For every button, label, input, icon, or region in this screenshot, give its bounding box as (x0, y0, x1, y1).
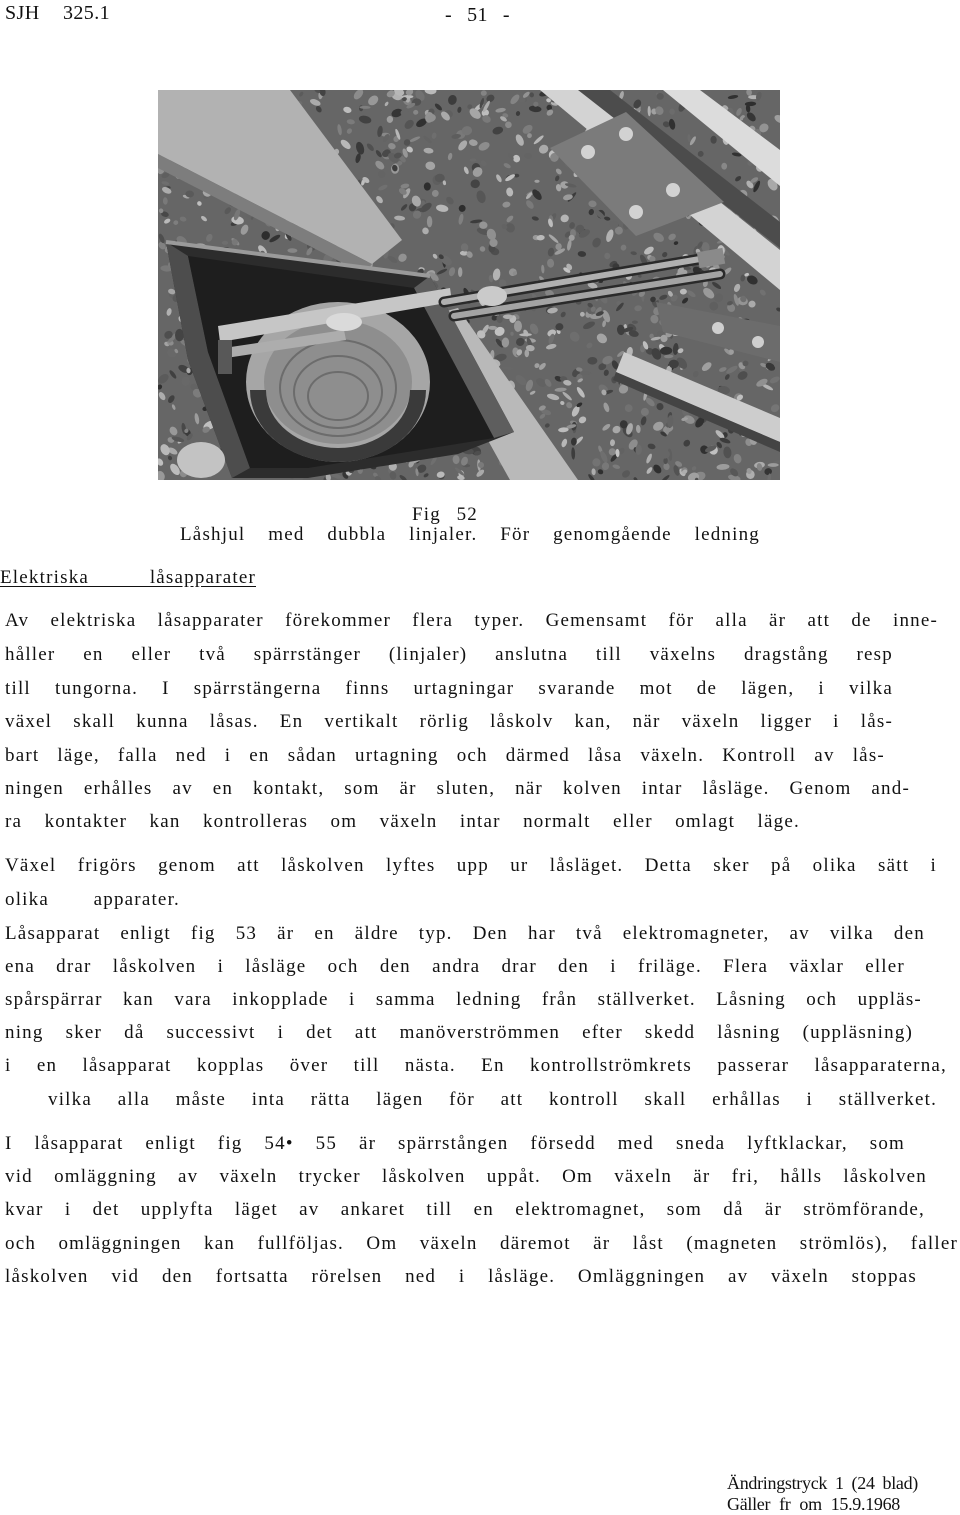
body-line-text: bart läge, falla ned i en sådan urtagning och därmed låsa växeln. Kontroll av lås- (5, 745, 885, 766)
section-heading-text: Elektriska låsapparater (0, 567, 256, 588)
figure-photo (158, 90, 780, 480)
bolt-head (666, 183, 680, 197)
body-line-text: och omläggningen kan fullföljas. Om växeln däremot är låst (magneten strömlös), faller (5, 1233, 958, 1254)
body-line (5, 1166, 927, 1188)
figure-label-text: Fig 52 (412, 504, 478, 525)
body-line (5, 678, 893, 700)
body-line-text: kvar i det upplyfta läget av ankaret till en elektromagnet, som då är strömförande, (5, 1199, 925, 1220)
body-line (5, 1199, 925, 1221)
round-stone (177, 442, 225, 478)
gravel-stone (632, 321, 638, 324)
validity-date-text: Gäller fr om 15.9.1968 (727, 1494, 900, 1514)
bolt-head (629, 205, 643, 219)
page-number-text: - 51 - (445, 4, 510, 26)
body-line (5, 811, 800, 833)
bolt-head (619, 127, 633, 141)
wheel-hub (326, 313, 362, 331)
revision-note (727, 1473, 918, 1493)
body-line (5, 923, 925, 945)
body-line-text: Låsapparat enligt fig 53 är en äldre typ. Den har två elektromagneter, av vilka den (5, 923, 925, 944)
body-line (5, 644, 893, 666)
bolt-head (712, 322, 724, 334)
document-id-text: SJH 325.1 (5, 2, 110, 24)
body-line (5, 745, 885, 767)
body-line-text: olika apparater. (5, 889, 180, 910)
body-line-text: I låsapparat enligt fig 54• 55 är spärrstången försedd med sneda lyftklackar, som (5, 1133, 906, 1154)
gravel-stone (534, 180, 539, 183)
body-line (5, 1055, 947, 1077)
body-line (5, 989, 922, 1011)
body-line-text: Växel frigörs genom att låskolven lyftes upp ur låsläget. Detta sker på olika sätt i (5, 855, 938, 876)
body-line (5, 855, 937, 877)
body-line-text: spårspärrar kan vara inkopplade i samma ledning från ställverket. Låsning och uppläs- (5, 989, 922, 1010)
document-id (5, 1, 110, 25)
body-line-text: vilka alla måste inta rätta lägen för att kontroll skall erhållas i ställverket. (48, 1089, 938, 1110)
gravel-stone (470, 158, 477, 161)
gravel-stone (222, 241, 228, 245)
page-number (445, 3, 510, 27)
bar-bracket (218, 340, 232, 374)
rod-clevis (477, 286, 507, 306)
body-line-text: växel skall kunna låsas. En vertikalt rörlig låskolv kan, när växeln ligger i lås- (5, 711, 894, 732)
body-line-text: ra kontakter kan kontrolleras om växeln intar normalt eller omlagt läge. (5, 811, 800, 832)
validity-date (727, 1494, 900, 1514)
gravel-stone (427, 216, 432, 227)
body-line-text: låskolven vid den fortsatta rörelsen ned i låsläge. Omläggningen av växeln stoppas (5, 1266, 918, 1287)
body-line-text: i en låsapparat kopplas över till nästa. En kontrollströmkrets passerar låsapparaterna, (5, 1055, 947, 1076)
body-line-text: vid omläggning av växeln trycker låskolven uppåt. Om växeln är fri, hålls låskolven (5, 1166, 927, 1187)
body-line-text: till tungorna. I spärrstängerna finns urtagningar svarande mot de lägen, i vilka (5, 678, 893, 699)
body-line (5, 610, 938, 632)
body-line (5, 889, 180, 911)
section-heading (0, 567, 256, 589)
body-line (48, 1089, 937, 1111)
bolt-head (581, 145, 595, 159)
body-line-text: ningen erhålles av en kontakt, som är sluten, när kolven intar låsläge. Genom and- (5, 778, 910, 799)
body-line (5, 778, 910, 800)
body-line (5, 1233, 958, 1255)
body-line-text: ena drar låskolven i låsläge och den andra drar den i friläge. Flera växlar eller (5, 956, 905, 977)
gravel-stone (669, 360, 679, 369)
body-line (5, 1266, 917, 1288)
body-line (5, 956, 905, 978)
body-line (5, 711, 893, 733)
revision-note-text: Ändringstryck 1 (24 blad) (727, 1473, 919, 1493)
body-line-text: Av elektriska låsapparater förekommer flera typer. Gemensamt för alla är att de inne- (5, 610, 939, 631)
figure-caption (180, 525, 760, 545)
body-line (5, 1022, 913, 1044)
figure-caption-text: Låshjul med dubbla linjaler. För genomgående ledning (180, 524, 761, 545)
body-line-text: håller en eller två spärrstänger (linjaler) anslutna till växelns dragstång resp (5, 644, 893, 665)
bolt-head (752, 336, 764, 348)
body-line (5, 1133, 905, 1155)
body-line-text: ning sker då successivt i det att manöverströmmen efter skedd låsning (uppläsning) (5, 1022, 914, 1043)
figure-label (412, 505, 478, 525)
